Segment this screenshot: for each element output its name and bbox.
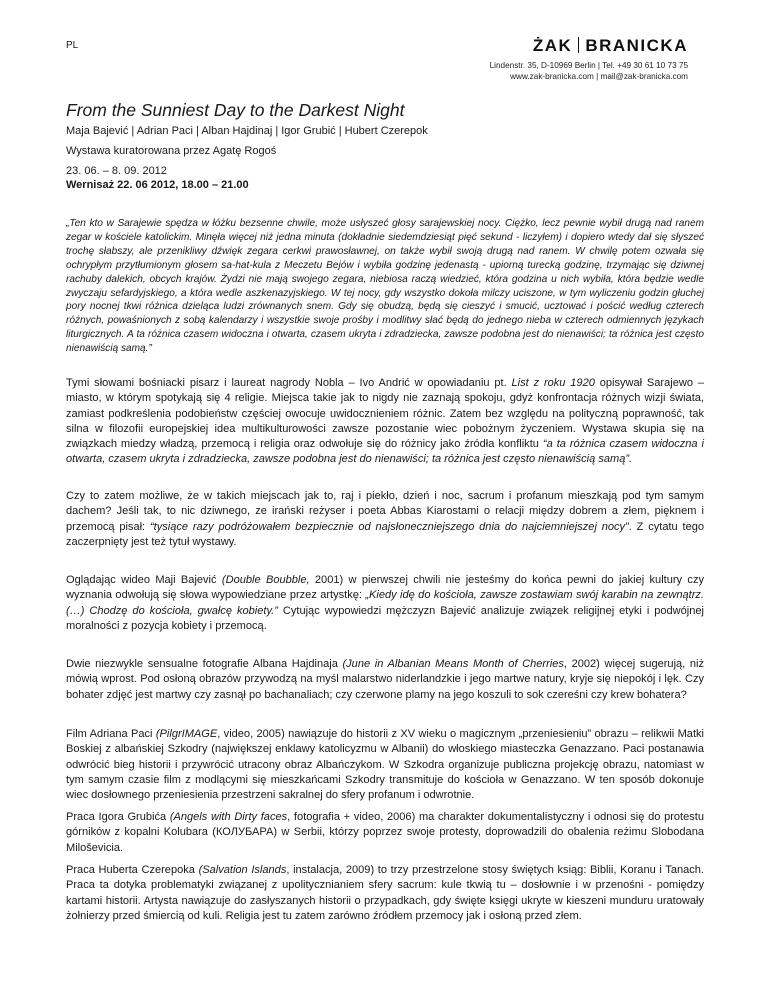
text: opisywał Sarajewo – miasto, w którym spotykają się 4 religie. Miejsca takie jak to nigdy nie zaznają spokoju, gdyż konfrontacja różnych wizji świata, zamiast podkreślenia podobieństw częściej owocuje uwidocznieniem różnic. Zatem bez względu na polityczną poprawność, tak silna w filozofii europejskiej idea multikulturowości zawsze pozostanie wiec pobożnym życzeniem. Wystawa skupia się na związkach miedzy władzą, przemocą i religia oraz odwołuje się do różnicy jako źródła konfliktu <box>66 377 704 451</box>
paragraph-grubic <box>66 810 704 856</box>
italic-text: (Salvation Islands <box>198 864 287 876</box>
paragraph-title-origin <box>66 489 704 550</box>
text: Film Adriana Paci <box>66 728 156 740</box>
italic-text: „Kiedy idę do kościoła, zawsze zostawiam swój karabin na zewnątrz. (…) Chodzę do kościoła, gwałcę kobiety.” <box>66 589 704 617</box>
address-line: Lindenstr. 35, D-10969 Berlin | Tel. +49 30 61 10 73 75 <box>489 61 688 70</box>
text: . Z cytatu tego zaczerpnięty jest też tytuł wystawy. <box>66 520 704 548</box>
text: , instalacja, 2009) to trzy przestrzelone stosy świętych ksiąg: Biblii, Koranu i Tanach. Praca ta dotyka problematyki związanej z upolitycznianiem sfery sacrum: kule tkwią tu – dosłownie i w przenośni - pomiędzy kartami historii. Artysta nawiązuje do zasłyszanych historii o przypadkach, gdy święte księgi ukryte w kieszeni munduru uratowały żołnierzy przed śmiercią od kuli. Religia jest tu zatem zarówno źródłem przemocy jak i osłoną przed złem. <box>66 864 704 922</box>
text: Czy to zatem możliwe, że w takich miejscach jak to, raj i piekło, dzień i noc, sacrum i profanum mieszkają pod tym samym dachem? Jeśli tak, to nic dziwnego, ze irański reżyser i poeta Abbas Kiarostami o relacji między dobrem a złem, pięknem i przemocą pisał: <box>66 490 704 533</box>
logo-left-text: ŻAK <box>532 36 573 55</box>
italic-text: (Double Boubble, <box>221 574 310 586</box>
language-label: PL <box>66 40 79 51</box>
gallery-logo <box>533 36 688 56</box>
text: Dwie niezwykle sensualne fotografie Albana Hajdinaja <box>66 658 343 670</box>
italic-text: “tysiące razy podróżowałem bezpiecznie od najsłoneczniejszego dnia do najciemniejszej nocy” <box>149 520 629 533</box>
italic-text: (June in Albanian Means Month of Cherries <box>342 658 564 670</box>
paragraph-bajevic <box>66 573 704 634</box>
text: Cytując wypowiedzi mężczyzn Bajević analizuje związek religijnej etyki i podwójnej moralności z pozycja kobiety i przemocą. <box>66 604 704 632</box>
italic-text: “a ta różnica czasem widoczna i otwarta, czasem ukryta i zdradziecka, zawsze podobna jest do nienawiści; ta różnica jest często nienawiścią samą”. <box>66 438 704 466</box>
text: , video, 2005) nawiązuje do historii z XV wieku o magicznym „przeniesieniu” obrazu – relikwii Matki Boskiej z albańskiej Szkodry (największej enklawy katolicyzmu w Albanii) do włoskiego miasteczka Genazzano. Paci postanawia odwrócić bieg historii i przywrócić utracony obraz Albańczykom. W Szkodra organizuje publiczna projekcję obrazu, natomiast w tym samym czasie film z modlącymi się mieszkańcami Szkodry transmituje do kościoła w Genazzano. W ten sposób dokonuje wiec dosłownego przeniesienia przestrzeni sakralnej do sfery profanum i odwrotnie. <box>66 728 704 802</box>
italic-text: (Angels with Dirty faces <box>169 811 288 823</box>
logo-divider <box>578 37 579 53</box>
text: 2001) w pierwszej chwili nie jesteśmy do końca pewni do jakiej kultury czy wyznania odwołują się słowa wypowiedziane przez artystkę: <box>66 574 704 602</box>
paragraph-paci <box>66 727 704 803</box>
text: Praca Huberta Czerepoka <box>66 864 199 876</box>
logo-right-text: BRANICKA <box>585 36 688 55</box>
text: Tymi słowami bośniacki pisarz i laureat nagrody Nobla – Ivo Andrić w opowiadaniu pt. <box>66 377 512 389</box>
paragraph-hajdinaj <box>66 657 704 703</box>
date-range: 23. 06. – 8. 09. 2012 <box>66 165 167 177</box>
italic-text: (PilgrIMAGE <box>155 728 218 740</box>
text: , fotografia + video, 2006) ma charakter dokumentalistyczny i odnosi się do protestu górników z kopalni Kolubara (КОЛУБАРА) w Serbii, którzy poprzez swoje protesty, doprowadzili do obalenia reżimu Slobodana Miloševicia. <box>66 811 704 854</box>
artists-list: Maja Bajević | Adrian Paci | Alban Hajdinaj | Igor Grubić | Hubert Czerepok <box>66 125 428 137</box>
text: Oglądając wideo Maji Bajević <box>66 574 222 586</box>
text: Praca Igora Grubića <box>66 811 170 823</box>
contact-line: www.zak-branicka.com | mail@zak-branicka.com <box>510 72 688 81</box>
vernissage-line: Wernisaż 22. 06 2012, 18.00 – 21.00 <box>66 179 249 191</box>
opening-quote: „Ten kto w Sarajewie spędza w łóżku bezsenne chwile, może usłyszeć głosy sarajewskiej nocy. Ciężko, lecz pewnie wybił drugą nad ranem zegar w kościele katolickim. Minęła więcej niż jedna minuta (dokładnie siedemdziesiąt pięć sekund - liczyłem) i dopiero wtedy dał się słyszeć trochę słabszy, ale przenikliwy dźwięk zegara cerkwi prawosławnej, on także wybił swoją drugą nad ranem. W chwilę potem ozwała się ochrypłym przytłumionym głosem sa-hat-kula z Meczetu Bejów i wybiła godzinę jedenastą - upiorną turecką godzinę, trzymając się dziwnej rachuby dalekich, obcych krajów. Żydzi nie mają swojego zegara, niebiosa raczą wiedzieć, która godzina u nich wybiła, która będzie wedle zwyczaju sefardyjskiego, a która wedle aszkenazyjskiego. W tej nocy, gdy wszystko dokoła milczy uciszone, w tym wyliczeniu godzin głuchej pory nocnej tkwi różnica dzieląca ludzi zrównanych snem. Gdy się obudzą, będą się cieszyć i smucić, ucztować i pościć według czterech różnych, powaśnionych z sobą kalendarzy i wszystkie swoje prośby i modlitwy słać będą do jednego nieba w czterech odmiennych językach liturgicznych. A ta różnica czasem widoczna i otwarta, czasem ukryta i zdradziecka, zawsze podobna jest do nienawiści; ta różnica jest często nienawiścią samą.” <box>66 218 704 355</box>
exhibition-dates <box>66 164 249 192</box>
text: , 2002) więcej sugerują, niż mówią wprost. Pod osłoną obrazów przywodzą na myśl malarstwo niderlandzkie i jego martwe natury, kryje się niepokój i lęk. Czy bohater zdjęć jest martwy czy zasnął po bachanaliach; czy czerwone plamy na jego koszuli to sok czereśni czy krew bohatera? <box>66 658 704 701</box>
paragraph-czerepok <box>66 863 704 924</box>
curator-line: Wystawa kuratorowana przez Agatę Rogoś <box>66 145 277 157</box>
paragraph-intro <box>66 376 704 468</box>
italic-text: List z roku 1920 <box>511 377 595 389</box>
exhibition-title: From the Sunniest Day to the Darkest Night <box>66 100 405 120</box>
gallery-address <box>490 60 688 82</box>
